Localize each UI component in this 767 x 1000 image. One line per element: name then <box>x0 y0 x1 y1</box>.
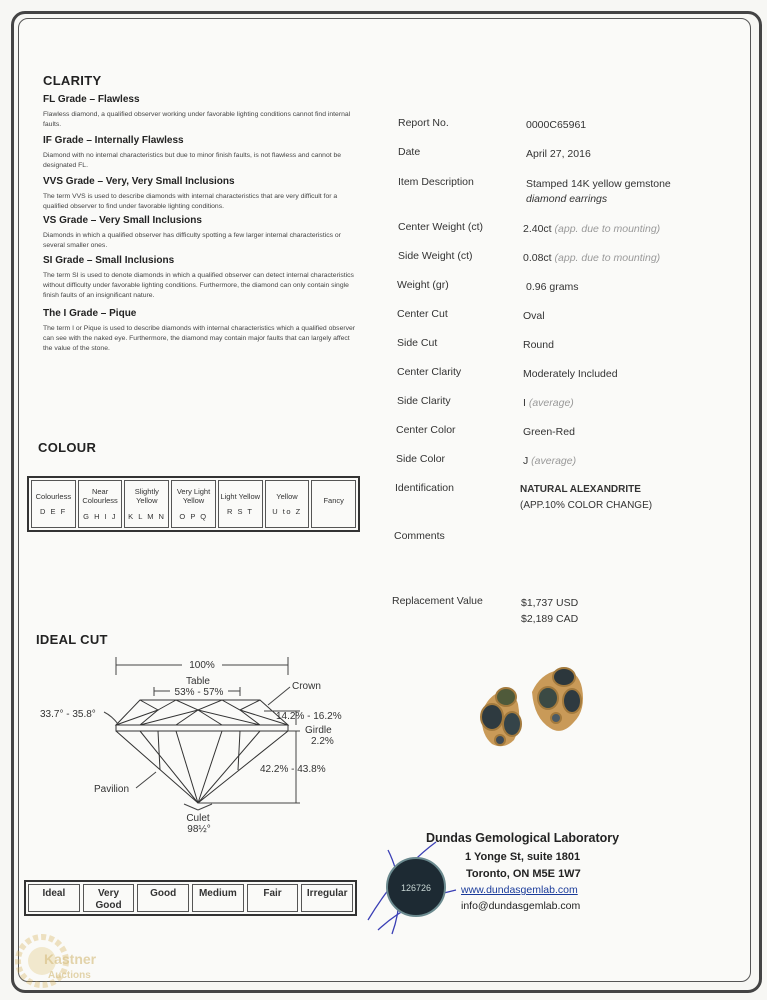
lab-website-link[interactable]: www.dundasgemlab.com <box>461 884 578 896</box>
watermark-text2: Auctions <box>48 970 91 981</box>
grade-title: SI Grade – Small Inclusions <box>43 255 175 266</box>
diamond-outline <box>116 700 288 803</box>
report-label: Center Weight (ct) <box>398 221 483 233</box>
report-value: diamond earrings <box>526 193 608 205</box>
colour-cell: Near Colourless G H I J <box>78 480 123 528</box>
colour-cell: Slightly Yellow K L M N <box>124 480 169 528</box>
cut-grade-cell: Medium <box>192 884 244 912</box>
colour-cell: Fancy <box>311 480 356 528</box>
report-value: $2,189 CAD <box>521 613 579 625</box>
lab-name: Dundas Gemological Laboratory <box>426 831 620 845</box>
cut-grade-cell: Very Good <box>83 884 135 912</box>
right-earring <box>532 668 583 731</box>
grade-desc: Diamonds in which a qualified observer has difficulty spotting a few larger internal characteristics or several smaller ones. <box>43 232 341 249</box>
colour-cell: Very Light Yellow O P Q <box>171 480 216 528</box>
report-value: Moderately Included <box>523 368 618 380</box>
report-label: Center Clarity <box>397 366 462 378</box>
report-label: Side Clarity <box>397 395 451 407</box>
crown-angle-label: 33.7° - 35.8° <box>40 709 96 720</box>
report-label: Side Color <box>396 453 446 465</box>
grade-desc: The term SI is used to denote diamonds in which a qualified observer can detect internal characteristics without difficulty under favorable lighting conditions. Furthermore, the diamond can only contain single finish faults of an insignificant nature. <box>43 272 354 299</box>
report-value: 0000C65961 <box>526 119 587 131</box>
kastner-watermark <box>10 928 120 994</box>
girdle-label: Girdle <box>305 725 332 736</box>
cut-grade-cell: Good <box>137 884 189 912</box>
hologram-number: 126726 <box>400 883 432 893</box>
grade-desc: The term VVS is used to describe diamonds with internal characteristics that are very difficult for a qualified observer to find under favorable lighting conditions. <box>43 193 338 210</box>
grade-title: VS Grade – Very Small Inclusions <box>43 215 202 226</box>
report-label: Side Cut <box>397 337 438 349</box>
report-label: Weight (gr) <box>397 279 449 291</box>
culet-angle-label: 98½° <box>187 824 211 835</box>
grade-title: FL Grade – Flawless <box>43 94 140 105</box>
culet-label: Culet <box>186 813 210 824</box>
report-label: Date <box>398 146 421 158</box>
grade-title: VVS Grade – Very, Very Small Inclusions <box>43 176 235 187</box>
report-value: Round <box>523 339 554 351</box>
pavilion-label: Pavilion <box>94 784 130 795</box>
report-label: Identification <box>395 482 454 494</box>
report-value: (APP.10% COLOR CHANGE) <box>520 500 653 511</box>
report-label: Report No. <box>398 117 449 129</box>
report-value: 0.96 grams <box>526 281 579 293</box>
cut-grade-cell: Fair <box>247 884 299 912</box>
report-value: I (average) <box>523 397 574 409</box>
ideal-cut-heading: IDEAL CUT <box>36 632 108 647</box>
report-label: Replacement Value <box>392 595 483 607</box>
cut-grade-scale <box>24 880 357 916</box>
lab-email: info@dundasgemlab.com <box>461 900 581 912</box>
lab-address-line2: Toronto, ON M5E 1W7 <box>466 868 581 880</box>
cut-grade-cell: Ideal <box>28 884 80 912</box>
pavilion-depth-label: 42.2% - 43.8% <box>260 764 326 775</box>
girdle-pct-label: 2.2% <box>311 736 334 747</box>
report-value: Stamped 14K yellow gemstone <box>526 178 671 190</box>
grade-desc: Diamond with no internal characteristics but due to minor finish faults, is not flawless and cannot be designated FL. <box>43 152 342 169</box>
report-value: J (average) <box>523 455 577 467</box>
report-value: $1,737 USD <box>521 597 579 609</box>
grade-title: IF Grade – Internally Flawless <box>43 135 184 146</box>
hologram-seal <box>358 830 468 940</box>
width-label: 100% <box>189 660 215 671</box>
crown-label: Crown <box>292 681 321 692</box>
report-label: Item Description <box>398 176 474 188</box>
left-earring <box>481 688 521 746</box>
grade-title: The I Grade – Pique <box>43 308 137 319</box>
report-label: Center Color <box>396 424 456 436</box>
colour-cell: Colourless D E F <box>31 480 76 528</box>
lab-address-line1: 1 Yonge St, suite 1801 <box>465 851 581 863</box>
grade-desc: The term I or Pique is used to describe diamonds with internal characteristics which a qualified observer can see with the naked eye. Furthermore, the diamond may contain major faults that can largely affect the value of the stone. <box>43 325 356 352</box>
table-label: Table <box>186 676 210 687</box>
colour-cell: Light Yellow R S T <box>218 480 263 528</box>
colour-heading: COLOUR <box>38 440 97 455</box>
crown-height-label: 14.2% - 16.2% <box>276 711 342 722</box>
report-value: 0.08ct (app. due to mounting) <box>523 252 661 264</box>
report-value: April 27, 2016 <box>526 148 591 160</box>
table-range-label: 53% - 57% <box>174 687 224 698</box>
grade-desc: Flawless diamond, a qualified observer working under favorable lighting conditions cannot find internal faults. <box>43 111 351 128</box>
report-value: 2.40ct (app. due to mounting) <box>523 223 661 235</box>
report-value: Green-Red <box>523 426 575 438</box>
report-label: Side Weight (ct) <box>398 250 473 262</box>
report-label: Center Cut <box>397 308 448 320</box>
clarity-heading: CLARITY <box>43 73 102 88</box>
watermark-text1: Kastner <box>44 951 97 967</box>
earrings-photo <box>470 660 595 755</box>
report-value: Oval <box>523 310 545 322</box>
report-label: Comments <box>394 530 445 542</box>
colour-cell: Yellow U to Z <box>265 480 310 528</box>
cut-grade-cell: Irregular <box>301 884 353 912</box>
report-value: NATURAL ALEXANDRITE <box>520 484 641 495</box>
